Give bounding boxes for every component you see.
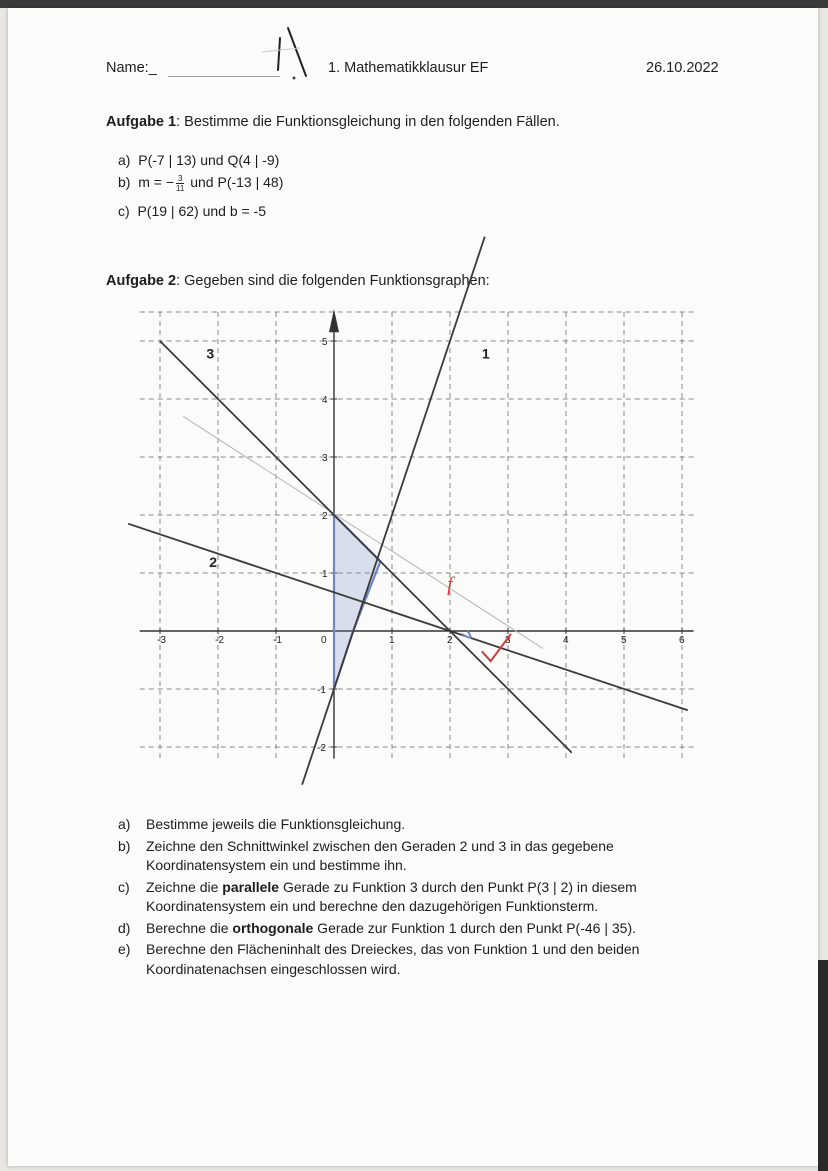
x-tick-label: -2 bbox=[215, 635, 224, 646]
x-tick-label: 0 bbox=[321, 635, 327, 646]
task1-item-c-text: P(19 | 62) und b = -5 bbox=[137, 203, 267, 219]
x-tick-label: 6 bbox=[679, 635, 685, 646]
question-text: Gerade zu Funktion 3 durch den Punkt P(3 | 2) in diesem Koordinatensystem ein und berechne den dazugehörigen Funktionsterm. bbox=[146, 878, 637, 914]
task2-title-bold: Aufgabe 2 bbox=[106, 273, 177, 289]
y-tick-label: 4 bbox=[322, 395, 328, 406]
pencil-helper-line bbox=[183, 416, 543, 648]
x-tick-label: 2 bbox=[447, 635, 453, 646]
y-tick-label: 2 bbox=[322, 511, 328, 522]
fraction-numerator: 3 bbox=[177, 174, 183, 183]
y-tick-label: 5 bbox=[322, 337, 328, 348]
question-text: Berechne den Flächeninhalt des Dreieckes, das von Funktion 1 und den beiden Koordinatenachsen eingeschlossen wird. bbox=[146, 941, 640, 977]
question-text: Bestimme jeweils die Funktionsgleichung. bbox=[146, 816, 406, 832]
task1-title-bold: Aufgabe 1 bbox=[106, 114, 177, 130]
question-emphasis: parallele bbox=[222, 878, 280, 895]
task2-question-e bbox=[118, 940, 718, 979]
function-line-2 bbox=[128, 524, 688, 711]
x-tick-label: 4 bbox=[563, 635, 569, 646]
question-label: a) bbox=[118, 816, 131, 832]
highlight-triangle bbox=[334, 515, 380, 689]
question-text: Zeichne die bbox=[146, 878, 223, 895]
y-axis-arrow bbox=[329, 309, 339, 332]
function-line-3 bbox=[160, 341, 572, 753]
scan-side-shadow bbox=[818, 960, 828, 1171]
task2-questions bbox=[118, 815, 718, 981]
task2-question-c bbox=[118, 878, 718, 917]
question-label: c) bbox=[118, 878, 130, 895]
task1-item-b-post: und P(-13 | 48) bbox=[190, 174, 284, 191]
red-f-annotation: f bbox=[447, 573, 453, 596]
task1-item-b-label: b) bbox=[118, 174, 131, 191]
x-tick-label: 1 bbox=[389, 635, 395, 646]
y-tick-label: 1 bbox=[322, 569, 328, 580]
y-tick-label: 3 bbox=[322, 453, 328, 464]
question-label: d) bbox=[118, 919, 131, 936]
x-tick-label: -1 bbox=[273, 635, 282, 646]
function-label-3: 3 bbox=[206, 345, 215, 362]
y-tick-label: -1 bbox=[317, 685, 326, 696]
question-label: e) bbox=[118, 941, 131, 957]
task2-question-d bbox=[118, 919, 718, 939]
function-label-1: 1 bbox=[481, 345, 490, 362]
question-text: Gerade zur Funktion 1 durch den Punkt P(-46 | 35). bbox=[313, 919, 636, 936]
task1-item-a-label: a) bbox=[118, 152, 131, 168]
task1-item-b-pre: m = − bbox=[138, 174, 175, 191]
task2-title-text: : Gegeben sind die folgenden Funktionsgraphen: bbox=[176, 273, 490, 289]
question-text: Zeichne den Schnittwinkel zwischen den Geraden 2 und 3 in das gegebene Koordinatensystem ein und bestimme ihn. bbox=[146, 837, 614, 873]
question-text: Berechne die bbox=[146, 919, 233, 936]
x-tick-label: 5 bbox=[621, 635, 627, 646]
task1-item-c-label: c) bbox=[118, 203, 130, 219]
x-tick-label: 3 bbox=[505, 635, 511, 646]
task2-question-b bbox=[118, 837, 718, 876]
question-emphasis: orthogonale bbox=[232, 919, 314, 936]
task1-item-a-text: P(-7 | 13) und Q(4 | -9) bbox=[138, 152, 280, 168]
task2-question-a bbox=[118, 815, 718, 835]
x-tick-label: -3 bbox=[157, 635, 166, 646]
exam-title: 1. Mathematikklausur EF bbox=[328, 60, 489, 76]
function-label-2: 2 bbox=[209, 554, 218, 571]
question-label: b) bbox=[118, 837, 131, 854]
name-label: Name:_ bbox=[106, 60, 157, 76]
fraction-denominator: 11 bbox=[176, 184, 185, 193]
task1-title-text: : Bestimme die Funktionsgleichung in den folgenden Fällen. bbox=[176, 114, 560, 130]
exam-date: 26.10.2022 bbox=[646, 60, 719, 76]
y-tick-label: -2 bbox=[317, 743, 326, 754]
scribble-text: 1\ bbox=[262, 62, 263, 63]
